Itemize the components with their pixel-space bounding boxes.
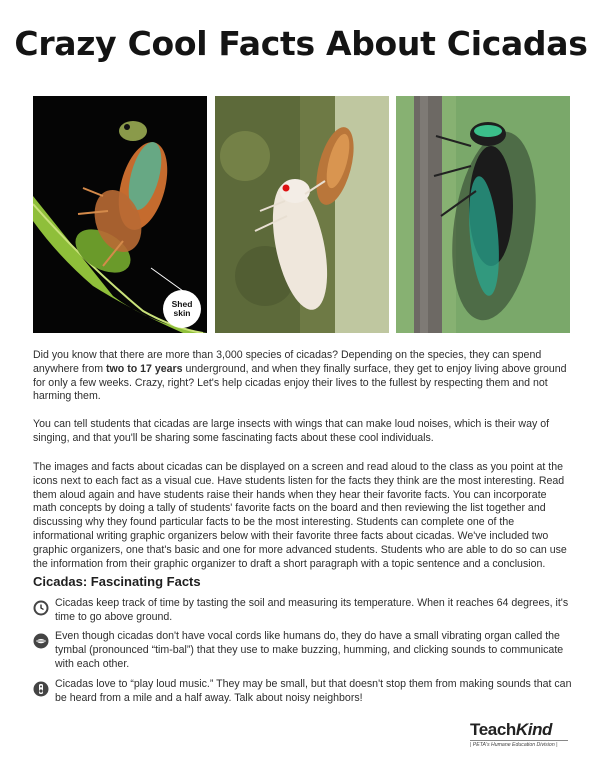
mouth-icon xyxy=(33,633,49,649)
cicada-adult-photo xyxy=(396,96,570,333)
fact-text: Even though cicadas don't have vocal cords like humans do, they do have a small vibrating organ called the tymbal (pronounced “tim-bal”) that they use to make buzzing, humming, and clicking sounds to communicate with each other. xyxy=(55,630,564,670)
fact-text: Cicadas keep track of time by tasting the soil and measuring its temperature. When it reaches 64 degrees, it's time to go above ground. xyxy=(55,597,569,623)
activity-paragraph: The images and facts about cicadas can be displayed on a screen and read aloud to the class as you point at the icons next to each fact as a visual cue. Have students listen for the facts they think are the most interesting. Read them aloud again and have students raise their hands when they hear their favorite facts. You can incorporate math concepts by doing a tally of students' favorite facts on the board and then reviewing the list together and discussing why they found particular facts to be the most interesting. Students can complete one of the informational writing graphic organizers below with their favorite three facts about cicadas. We've included two graphic organizers, one that's basic and one for more advanced students. Students who are able to do so can use the information from their graphic organizer to draft a short paragraph with a topic sentence and a conclusion. xyxy=(33,461,567,570)
clock-icon xyxy=(33,600,49,616)
intro-paragraph: Did you know that there are more than 3,000 species of cicadas? Depending on the species, they can spend anywhere from two to 17 years underground, and when they finally surface, they get to enjoy living above ground for only a few weeks. Crazy, right? Let's help cicadas enjoy their lives to the fullest by respecting them and not harming them. xyxy=(33,349,567,403)
fact-text: Cicadas love to “play loud music.” They may be small, but that doesn't stop them from making sounds that can be heard from a mile and a half away. Talk about noisy neighbors! xyxy=(55,678,572,704)
speaker-icon xyxy=(33,681,49,697)
logo-wordmark: TeachKind xyxy=(470,720,553,739)
logo-tagline: | PETA's Humane Education Division | xyxy=(470,740,568,748)
tell-students-paragraph: You can tell students that cicadas are large insects with wings that can make loud noises, which is their way of singing, and that you'll be sharing some fascinating facts about these cool individuals. xyxy=(33,418,550,444)
page-title: Crazy Cool Facts About Cicadas xyxy=(14,24,588,63)
teachkind-logo xyxy=(470,720,570,748)
cicada-molted-photo xyxy=(215,96,389,333)
shed-skin-label: Shed skin xyxy=(163,290,201,328)
section-heading: Cicadas: Fascinating Facts xyxy=(33,574,201,589)
